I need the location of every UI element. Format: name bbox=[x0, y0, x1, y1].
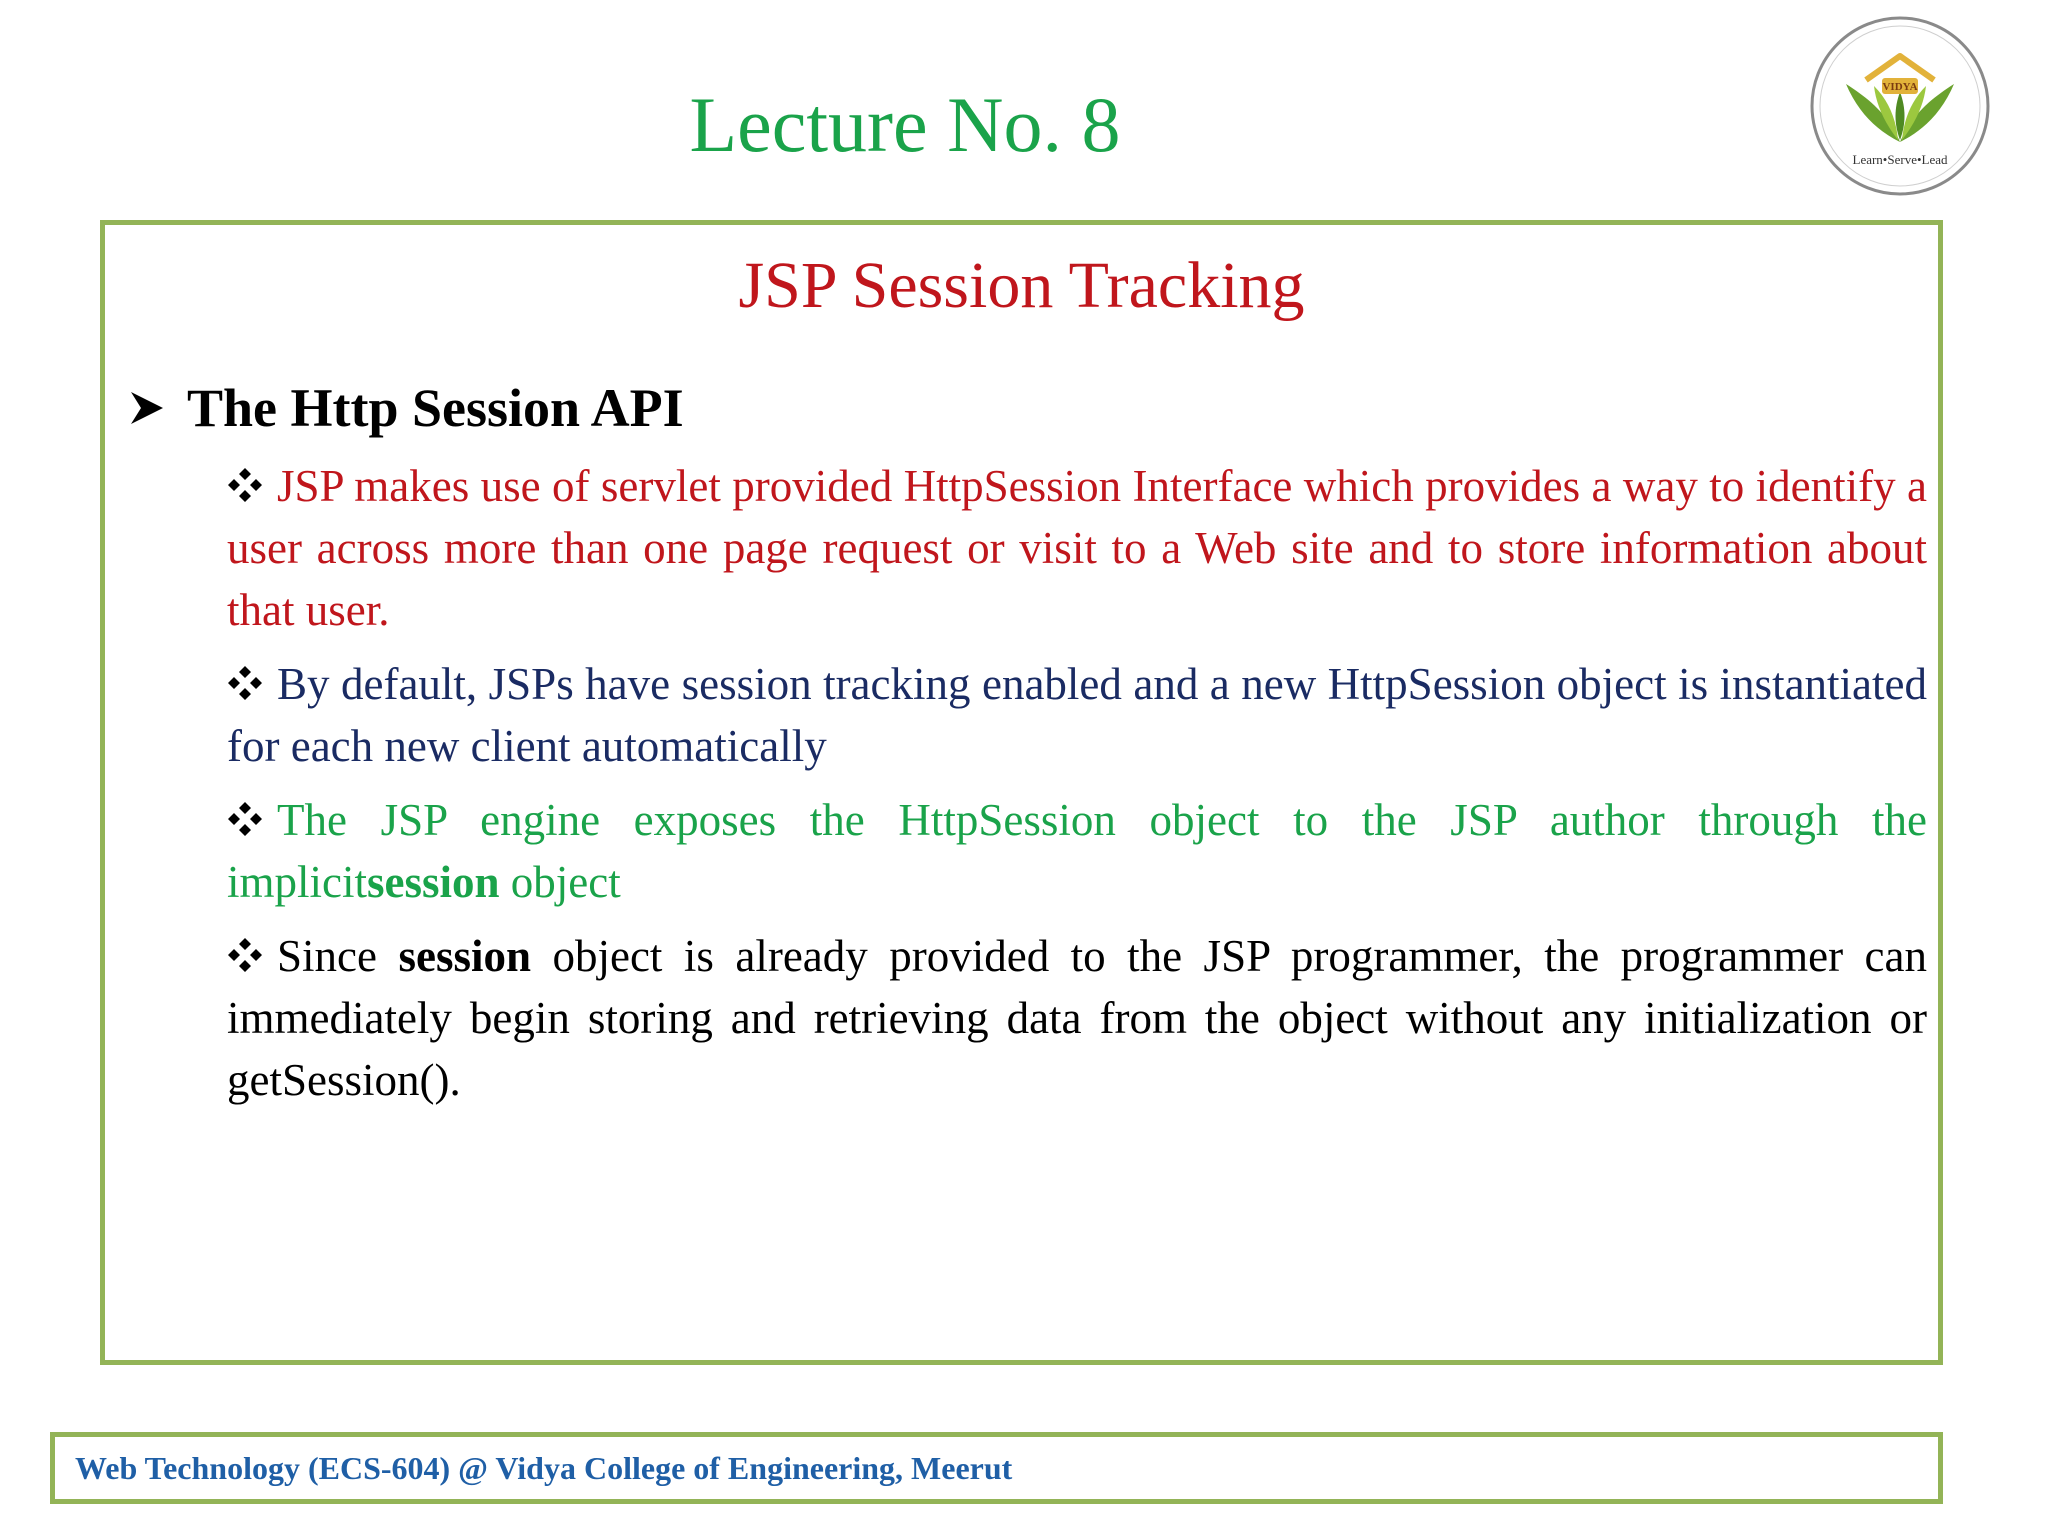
section-heading-text: The Http Session API bbox=[187, 378, 684, 438]
bullet-text: The JSP engine exposes the HttpSession object to the JSP author through the implicit bbox=[227, 795, 1927, 907]
bullet-text: By default, JSPs have session tracking enabled and a new HttpSession object is instantiated for each new client automatically bbox=[227, 659, 1927, 771]
arrow-bullet-icon bbox=[129, 388, 165, 428]
bullet-item bbox=[227, 789, 1927, 913]
bullet-item bbox=[227, 925, 1927, 1111]
footer-text: Web Technology (ECS-604) @ Vidya College of Engineering, Meerut bbox=[75, 1449, 1013, 1486]
slide-subtitle: JSP Session Tracking bbox=[738, 249, 1305, 322]
bullet-text: JSP makes use of servlet provided HttpSession Interface which provides a way to identify a user across more than one page request or visit to a Web site and to store information about that user. bbox=[227, 461, 1927, 635]
bullet-text-tail: object is already provided to the JSP programmer, the programmer can immediately begin storing and retrieving data from the object without any initialization or getSession(). bbox=[227, 931, 1927, 1105]
content-frame bbox=[100, 220, 1943, 1365]
diamond-bullet-icon bbox=[227, 665, 263, 701]
bullet-text: Since bbox=[277, 931, 399, 981]
footer-bar bbox=[50, 1432, 1943, 1504]
lecture-title: Lecture No. 8 bbox=[689, 81, 1121, 168]
diamond-bullet-icon bbox=[227, 937, 263, 973]
diamond-bullet-icon bbox=[227, 467, 263, 503]
vidya-logo bbox=[1806, 12, 1994, 200]
bullet-item bbox=[227, 455, 1927, 641]
svg-text:VIDYA: VIDYA bbox=[1882, 81, 1918, 93]
bullet-text-tail: object bbox=[499, 857, 621, 907]
bullet-bold-keyword: session bbox=[398, 931, 531, 981]
svg-text:Learn•Serve•Lead: Learn•Serve•Lead bbox=[1852, 152, 1948, 167]
diamond-bullet-icon bbox=[227, 801, 263, 837]
bullet-list bbox=[227, 455, 1927, 1123]
bullet-item bbox=[227, 653, 1927, 777]
section-heading bbox=[129, 375, 684, 441]
bullet-bold-keyword: session bbox=[367, 857, 500, 907]
